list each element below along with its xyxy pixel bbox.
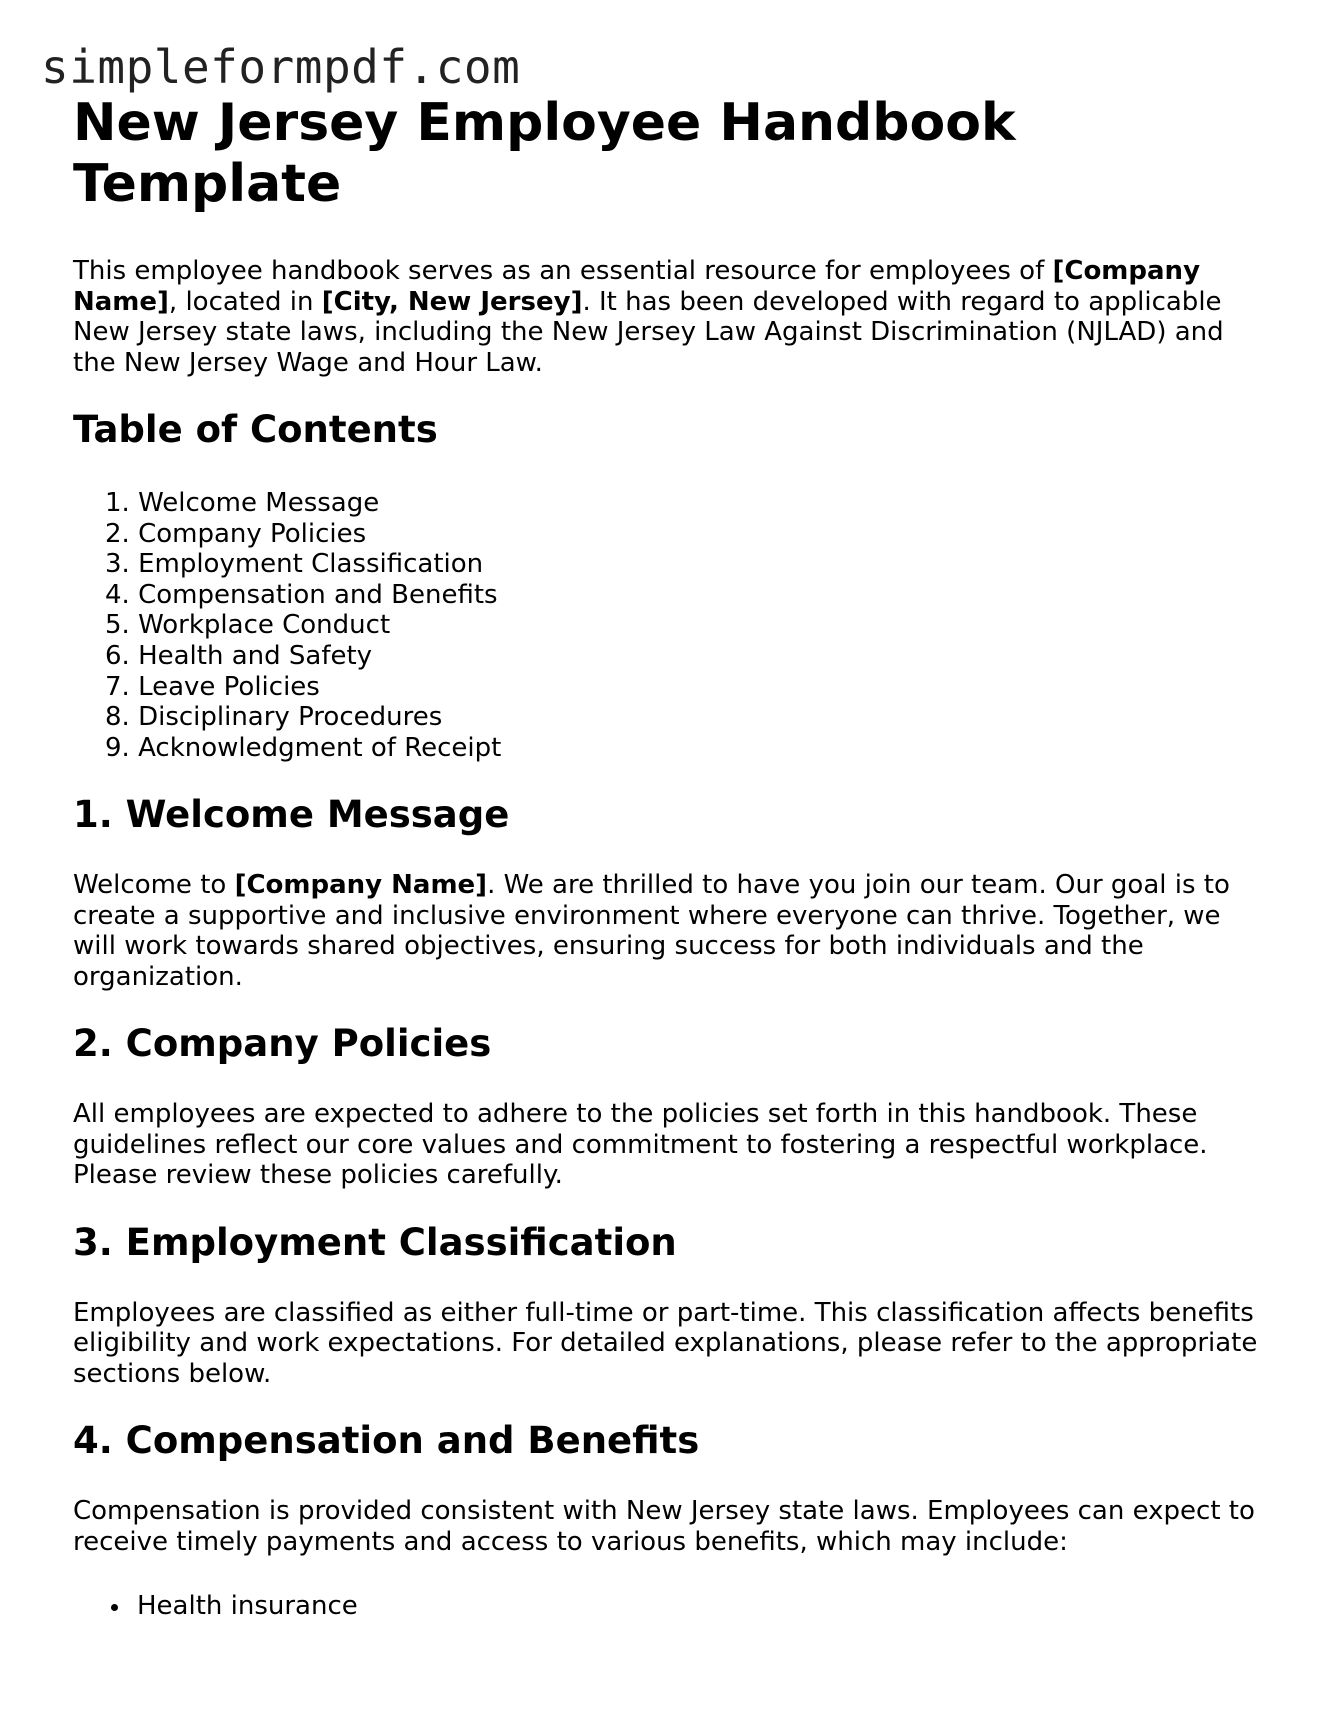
toc-item: 3. Employment Classification: [105, 549, 484, 580]
company-name-placeholder: [Company Name]: [234, 870, 488, 901]
toc-item: 5. Workplace Conduct: [105, 610, 391, 641]
policies-paragraph: All employees are expected to adhere to the policies set forth in this handbook. These guidelines reflect our core values and commitment to fostering a respectful workplace. Please review these policies carefully.: [73, 1099, 1208, 1191]
intro-paragraph: [73, 256, 1263, 378]
intro-text-3: . It has been developed with regard to applicable New Jersey state laws, including the New Jersey Law Against Discrimination (NJLAD) and the New Jersey Wage and Hour Law.: [73, 286, 1224, 378]
toc-item: 9. Acknowledgment of Receipt: [105, 732, 502, 763]
welcome-paragraph: [73, 870, 1263, 992]
document-title: New Jersey Employee Handbook Template: [73, 93, 1016, 214]
compensation-paragraph: Compensation is provided consistent with New Jersey state laws. Employees can expect to receive timely payments and access to various benefits, which may include:: [73, 1496, 1255, 1557]
classification-paragraph: Employees are classified as either full-time or part-time. This classification affects benefits eligibility and work expectations. For detailed explanations, please refer to the appropriate sections below.: [73, 1297, 1258, 1389]
policies-heading: 2. Company Policies: [73, 1022, 492, 1066]
intro-text-1: This employee handbook serves as an essential resource for employees of: [73, 256, 1053, 286]
compensation-heading: 4. Compensation and Benefits: [73, 1419, 700, 1463]
list-item: Health insurance: [73, 1591, 1263, 1622]
toc-item: 4. Compensation and Benefits: [105, 579, 498, 610]
toc-item: 8. Disciplinary Procedures: [105, 702, 443, 733]
company-name-placeholder: [Company Name]: [73, 256, 1201, 317]
toc-item: 7. Leave Policies: [105, 671, 320, 702]
classification-heading: 3. Employment Classification: [73, 1220, 677, 1264]
table-of-contents: [73, 488, 1263, 763]
welcome-text-1: Welcome to: [73, 870, 235, 901]
toc-item: 1. Welcome Message: [105, 488, 380, 518]
welcome-text-2: . We are thrilled to have you join our team. Our goal is to create a supportive and inclusive environment where everyone can thrive. Together, we will work towards shared objectives, ensuring success for both individuals and the organization.: [73, 870, 1230, 992]
benefits-list: [73, 1591, 1263, 1622]
intro-text-2: , located in: [168, 286, 322, 317]
document-body: [73, 93, 1263, 1622]
welcome-heading: 1. Welcome Message: [73, 793, 510, 837]
toc-item: 2. Company Policies: [105, 518, 367, 549]
toc-item: 6. Health and Safety: [105, 640, 373, 671]
site-watermark: simpleformpdf.com: [41, 40, 521, 94]
city-placeholder: [City, New Jersey]: [321, 286, 583, 317]
toc-heading: Table of Contents: [73, 408, 438, 451]
